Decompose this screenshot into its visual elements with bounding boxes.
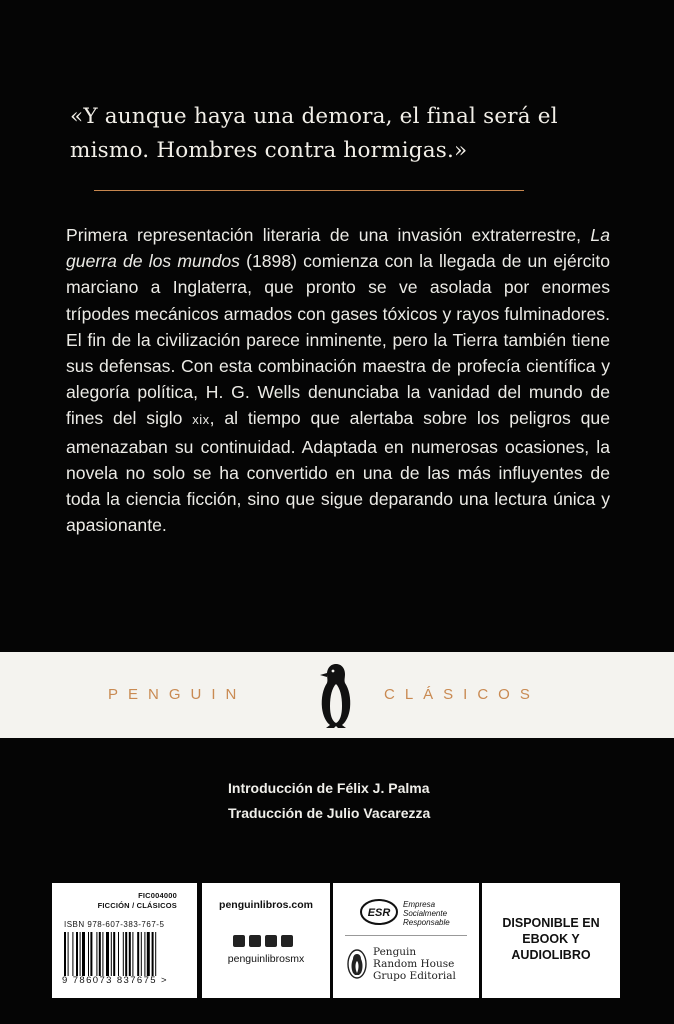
bisac-category: FICCIÓN / CLÁSICOS <box>97 901 177 910</box>
translation-credit: Traducción de Julio Vacarezza <box>228 805 431 821</box>
esr-line-2: Socialmente <box>403 909 448 918</box>
website-link[interactable]: penguinlibros.com <box>219 899 313 911</box>
barcode-icon <box>64 932 186 976</box>
series-name-left: PENGUIN <box>108 686 247 703</box>
synopsis-lead: Primera representación literaria de una invasión extraterrestre, <box>66 225 582 245</box>
publisher-divider <box>345 935 467 936</box>
availability-line-2: EBOOK Y AUDIOLIBRO <box>511 932 591 962</box>
availability-line-1: DISPONIBLE EN <box>502 916 600 930</box>
quote-line-2: mismo. Hombres contra hormigas.» <box>70 138 468 163</box>
instagram-icon[interactable] <box>265 935 277 947</box>
synopsis-part-3: , al tiempo que alertaba sobre los peligros que amenazaban su continuidad. Adaptada en numerosas ocasiones, la novela no solo se ha convertido en una de las más influyentes de toda la ciencia ficción, sino que sigue deparando una lectura única y apasionante. <box>66 408 610 536</box>
isbn-label: ISBN 978-607-383-767-5 <box>64 920 165 929</box>
website-box <box>202 883 330 998</box>
synopsis-part-2: (1898) comienza con la llegada de un ejército marciano a Inglaterra, que pronto se ve asolada por enormes trípodes mecánicos armados con gases tóxicos y rayos fulminadores. El fin de la civilización parece inminente, pero la Tierra también tiene sus defensas. Con esta combinación maestra de profecía científica y alegoría política, H. G. Wells denunciaba la vanidad del mundo de fines del siglo <box>66 251 610 429</box>
esr-line-3: Responsable <box>403 918 450 927</box>
quote-line-1: «Y aunque haya una demora, el final será el <box>70 104 558 129</box>
publisher-name <box>373 946 456 982</box>
barcode-digits: 9 786073 837675 > <box>62 975 168 986</box>
publisher-line-2: Random House <box>373 958 455 970</box>
pull-quote <box>70 100 610 168</box>
series-band <box>0 652 674 738</box>
series-name-right: CLÁSICOS <box>384 686 540 703</box>
twitter-icon[interactable] <box>249 935 261 947</box>
bisac-code: FIC004000 <box>138 891 177 900</box>
youtube-icon[interactable] <box>281 935 293 947</box>
barcode-box <box>52 883 197 998</box>
esr-logo-text: ESR <box>367 907 391 919</box>
esr-line-1: Empresa <box>403 900 436 909</box>
social-icons <box>233 935 293 947</box>
social-handle: penguinlibrosmx <box>227 953 305 965</box>
availability-box <box>482 883 620 998</box>
esr-logo-icon <box>359 898 399 926</box>
penguin-random-house-logo-icon <box>347 949 367 979</box>
credits <box>228 776 430 826</box>
introduction-credit: Introducción de Félix J. Palma <box>228 780 430 796</box>
esr-caption <box>403 900 450 927</box>
penguin-icon <box>316 660 356 730</box>
publisher-box <box>333 883 479 998</box>
facebook-icon[interactable] <box>233 935 245 947</box>
synopsis-text <box>66 222 610 538</box>
century-smallcaps: xix <box>192 412 210 428</box>
book-title-italic: La guerra de los mundos <box>66 225 610 272</box>
publisher-line-3: Grupo Editorial <box>373 970 456 982</box>
availability-text <box>482 915 620 963</box>
quote-divider <box>94 190 524 191</box>
publisher-line-1: Penguin <box>373 946 417 958</box>
